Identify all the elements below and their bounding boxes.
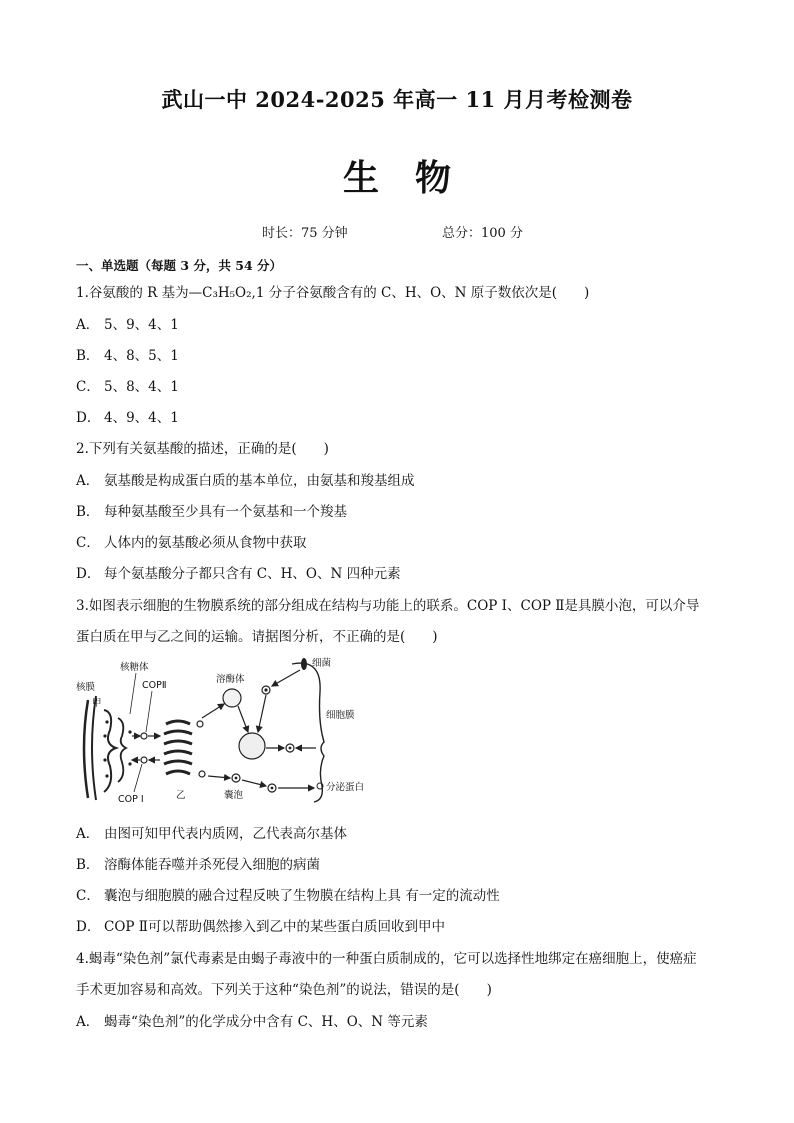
option-key: B． <box>76 857 100 873</box>
question-3-stem-line-2: 蛋白质在甲与乙之间的运输。请据图分析，不正确的是( ) <box>76 629 438 645</box>
question-2-option-c <box>76 531 307 551</box>
exam-total-score: 总分：100 分 <box>442 226 523 241</box>
exam-title: 武山一中 2024-2025 年高一 11 月月考检测卷 <box>161 87 633 112</box>
option-text: 溶酶体能吞噬并杀死侵入细胞的病菌 <box>104 857 320 873</box>
question-1-option-c <box>76 375 179 395</box>
option-text: 5、9、4、1 <box>104 317 179 333</box>
lysosome-shape <box>223 689 241 707</box>
section-heading: 一、单选题（每题 3 分，共 54 分） <box>76 258 283 273</box>
label-vesicle: 囊泡 <box>224 790 244 801</box>
option-text: 4、8、5、1 <box>104 348 179 364</box>
question-3-option-a <box>76 822 347 842</box>
question-3-option-d <box>76 915 445 935</box>
option-key: C． <box>76 888 100 904</box>
label-secreted-protein: 分泌蛋白 <box>326 782 365 793</box>
option-text: 由图可知甲代表内质网，乙代表高尔基体 <box>104 826 347 842</box>
question-3-option-b <box>76 853 320 873</box>
option-key: D． <box>76 919 101 935</box>
label-cell-membrane: 细胞膜 <box>326 710 355 721</box>
question-1-option-d <box>76 406 179 426</box>
label-cop1: COP Ⅰ <box>118 794 144 804</box>
option-text: 囊泡与细胞膜的融合过程反映了生物膜在结构上具 有一定的流动性 <box>104 888 500 904</box>
question-4-stem-line-1: 4.蝎毒“染色剂”氯代毒素是由蝎子毒液中的一种蛋白质制成的，它可以选择性地绑定在癌细胞上，使癌症 <box>76 951 697 967</box>
option-key: D． <box>76 410 101 426</box>
label-jia: 甲 <box>92 698 102 709</box>
option-key: A． <box>76 317 100 333</box>
cell-membrane-shape <box>292 663 324 802</box>
option-key: A． <box>76 1014 100 1030</box>
option-text: 蝎毒“染色剂”的化学成分中含有 C、H、O、N 等元素 <box>104 1014 428 1030</box>
label-lysosome: 溶酶体 <box>216 674 245 685</box>
question-3-stem-line-1: 3.如图表示细胞的生物膜系统的部分组成在结构与功能上的联系。COP Ⅰ、COP Ⅱ是具膜小泡，可以介导 <box>76 598 700 614</box>
membrane-system-diagram <box>74 652 386 804</box>
question-1-stem: 1.谷氨酸的 R 基为—C₃H₅O₂,1 分子谷氨酸含有的 C、H、O、N 原子数依次是( ) <box>76 285 590 301</box>
option-key: B． <box>76 504 100 520</box>
diagram-svg <box>74 652 386 804</box>
label-cop2: COPⅡ <box>142 680 167 691</box>
option-text: 人体内的氨基酸必须从食物中获取 <box>104 535 307 551</box>
question-4-option-a <box>76 1010 428 1030</box>
question-1-option-b <box>76 344 179 364</box>
label-ribosome: 核糖体 <box>120 662 149 673</box>
question-4-stem-line-2: 手术更加容易和高效。下列关于这种“染色剂”的说法，错误的是( ) <box>76 982 492 998</box>
question-2-option-a <box>76 469 415 489</box>
question-2-stem: 2.下列有关氨基酸的描述，正确的是( ) <box>76 441 329 457</box>
option-key: A． <box>76 826 100 842</box>
question-3-option-c <box>76 884 500 904</box>
nuclear-membrane-shape <box>84 700 88 798</box>
exam-duration: 时长：75 分钟 <box>262 226 348 241</box>
label-yi: 乙 <box>176 790 186 801</box>
option-text: 氨基酸是构成蛋白质的基本单位，由氨基和羧基组成 <box>104 473 415 489</box>
option-key: C． <box>76 535 100 551</box>
question-2-option-d <box>76 562 401 582</box>
option-key: D． <box>76 566 101 582</box>
option-text: 每个氨基酸分子都只含有 C、H、O、N 四种元素 <box>104 566 401 582</box>
question-1-option-a <box>76 313 179 333</box>
option-key: A． <box>76 473 100 489</box>
question-2-option-b <box>76 500 347 520</box>
subject-title: 生 物 <box>342 158 451 199</box>
label-bacteria: 细菌 <box>312 658 332 669</box>
option-text: 5、8、4、1 <box>104 379 179 395</box>
golgi-shape <box>164 721 192 774</box>
option-key: B． <box>76 348 100 364</box>
option-text: COP Ⅱ可以帮助偶然掺入到乙中的某些蛋白质回收到甲中 <box>104 919 445 935</box>
label-nuclear-membrane: 核膜 <box>76 682 96 693</box>
option-key: C． <box>76 379 100 395</box>
option-text: 4、9、4、1 <box>104 410 179 426</box>
option-text: 每种氨基酸至少具有一个氨基和一个羧基 <box>104 504 347 520</box>
